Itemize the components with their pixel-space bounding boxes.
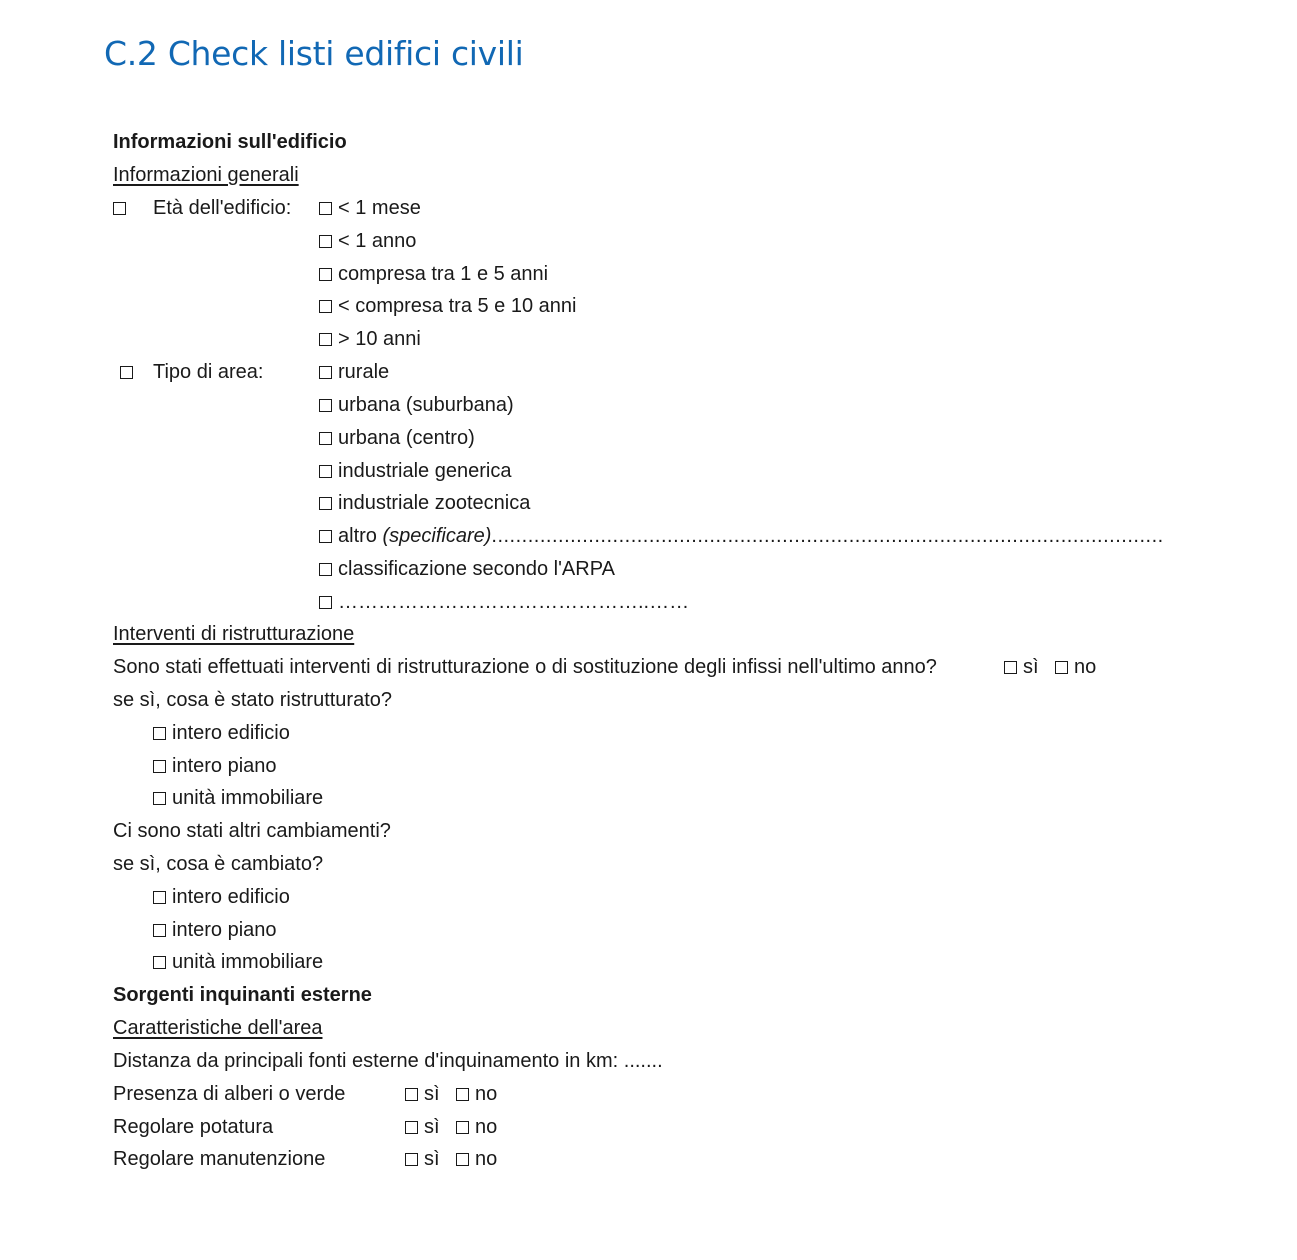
area-other-checkbox[interactable]: altro (specificare)............................................................................................................... bbox=[319, 520, 1164, 553]
changes-option-2-checkbox[interactable]: intero piano bbox=[153, 914, 277, 947]
age-main-checkbox[interactable] bbox=[113, 192, 132, 225]
maintenance-no-checkbox[interactable]: no bbox=[456, 1143, 497, 1176]
area-option-5-checkbox[interactable]: industriale zootecnica bbox=[319, 487, 530, 520]
area-option-3-checkbox[interactable]: urbana (centro) bbox=[319, 422, 475, 455]
area-option-4-checkbox[interactable]: industriale generica bbox=[319, 455, 511, 488]
changes-option-1-checkbox[interactable]: intero edificio bbox=[153, 881, 290, 914]
pruning-yes-checkbox[interactable]: sì bbox=[405, 1111, 440, 1144]
area-blank-checkbox[interactable] bbox=[319, 586, 689, 619]
age-option-1-checkbox[interactable]: < 1 mese bbox=[319, 192, 421, 225]
trees-label: Presenza di alberi o verde bbox=[113, 1083, 346, 1105]
renovation-question: Sono stati effettuati interventi di ristrutturazione o di sostituzione degli infissi nell'ultimo anno? bbox=[113, 656, 937, 678]
renovation-yes-checkbox[interactable]: sì bbox=[1004, 651, 1039, 684]
age-label: Età dell'edificio: bbox=[153, 197, 292, 219]
age-option-5-checkbox[interactable]: > 10 anni bbox=[319, 323, 421, 356]
area-other-field[interactable]: ............................................................................................................... bbox=[491, 525, 1164, 547]
pruning-label: Regolare potatura bbox=[113, 1116, 274, 1138]
subheading-general: Informazioni generali bbox=[113, 164, 299, 186]
subheading-area-characteristics: Caratteristiche dell'area bbox=[113, 1017, 323, 1039]
maintenance-label: Regolare manutenzione bbox=[113, 1148, 326, 1170]
renovation-what-question: se sì, cosa è stato ristrutturato? bbox=[113, 689, 393, 711]
area-label: Tipo di area: bbox=[153, 361, 264, 383]
area-blank-field[interactable]: ………………………………………..…… bbox=[338, 591, 690, 613]
renovation-option-3-checkbox[interactable]: unità immobiliare bbox=[153, 782, 323, 815]
area-main-checkbox[interactable] bbox=[120, 356, 139, 389]
section-heading-external: Sorgenti inquinanti esterne bbox=[113, 984, 372, 1006]
section-heading-building: Informazioni sull'edificio bbox=[113, 131, 347, 153]
age-option-3-checkbox[interactable]: compresa tra 1 e 5 anni bbox=[319, 258, 548, 291]
maintenance-yes-checkbox[interactable]: sì bbox=[405, 1143, 440, 1176]
age-option-4-checkbox[interactable]: < compresa tra 5 e 10 anni bbox=[319, 290, 576, 323]
subheading-renovation: Interventi di ristrutturazione bbox=[113, 623, 355, 645]
changes-option-3-checkbox[interactable]: unità immobiliare bbox=[153, 946, 323, 979]
changes-what-question: se sì, cosa è cambiato? bbox=[113, 853, 324, 875]
pruning-no-checkbox[interactable]: no bbox=[456, 1111, 497, 1144]
trees-yes-checkbox[interactable]: sì bbox=[405, 1078, 440, 1111]
changes-question: Ci sono stati altri cambiamenti? bbox=[113, 820, 391, 842]
area-option-1-checkbox[interactable]: rurale bbox=[319, 356, 389, 389]
area-option-2-checkbox[interactable]: urbana (suburbana) bbox=[319, 389, 514, 422]
page-title: C.2 Check listi edifici civili bbox=[104, 34, 524, 73]
trees-no-checkbox[interactable]: no bbox=[456, 1078, 497, 1111]
area-other-hint: (specificare) bbox=[382, 525, 492, 547]
age-option-2-checkbox[interactable]: < 1 anno bbox=[319, 225, 416, 258]
renovation-option-2-checkbox[interactable]: intero piano bbox=[153, 750, 277, 783]
renovation-option-1-checkbox[interactable]: intero edificio bbox=[153, 717, 290, 750]
renovation-no-checkbox[interactable]: no bbox=[1055, 651, 1096, 684]
distance-field[interactable]: Distanza da principali fonti esterne d'inquinamento in km: ....... bbox=[113, 1050, 663, 1072]
area-arpa-checkbox[interactable]: classificazione secondo l'ARPA bbox=[319, 553, 615, 586]
